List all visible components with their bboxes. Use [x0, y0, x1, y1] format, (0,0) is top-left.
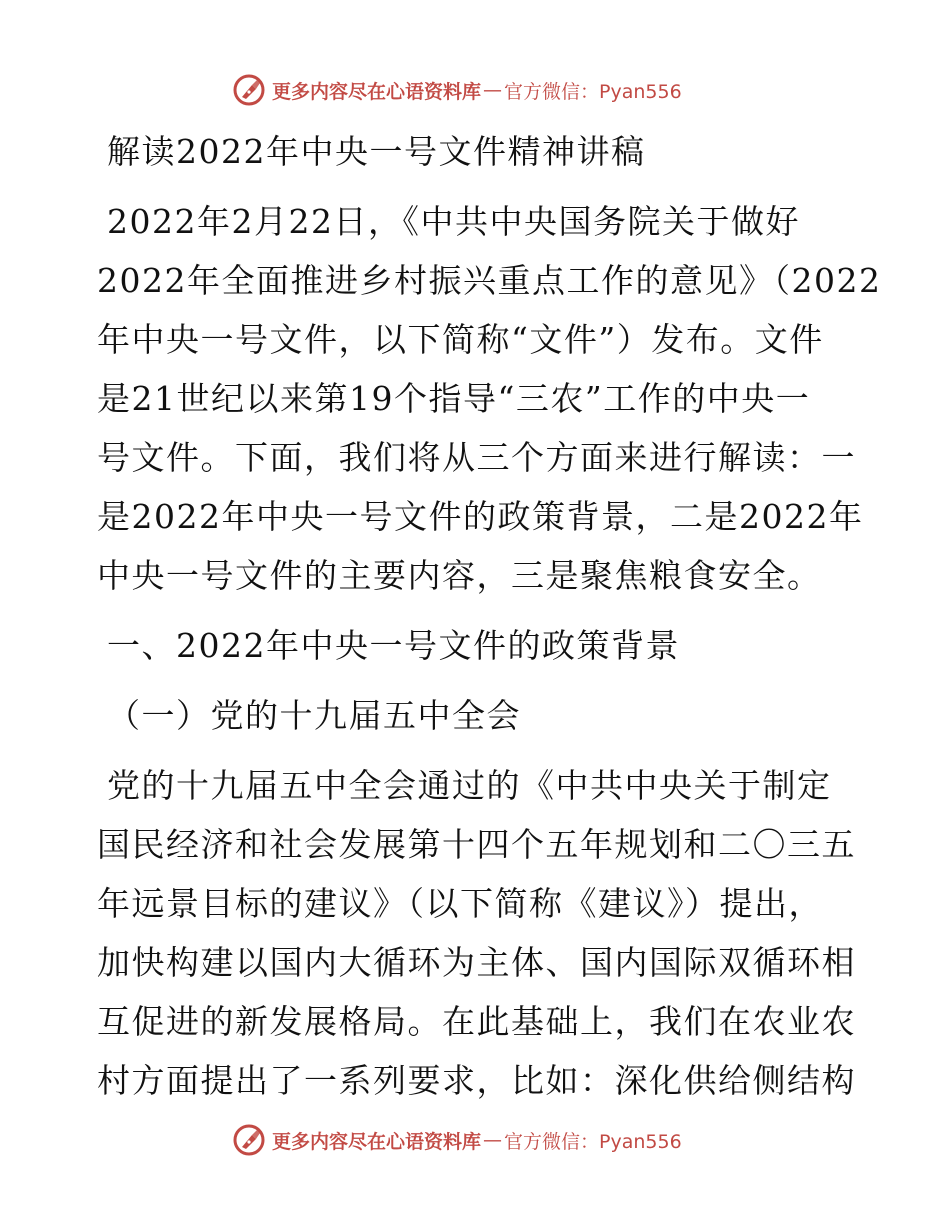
header-watermark: [232, 72, 682, 108]
watermark-contact: 官方微信：Pyan556: [504, 80, 682, 103]
paragraph-line: 号文件。下面，我们将从三个方面来进行解读：一: [97, 438, 856, 477]
paragraph-line: 互促进的新发展格局。在此基础上，我们在农业农: [97, 1002, 856, 1041]
pen-nib-logo-icon: [232, 1123, 266, 1157]
paragraph-line: 2022年全面推进乡村振兴重点工作的意见》（2022: [97, 261, 882, 300]
document-body: [97, 122, 882, 1110]
watermark-text: 更多内容尽在心语资料库: [272, 80, 482, 103]
watermark-separator: —: [483, 79, 503, 101]
watermark-text: 更多内容尽在心语资料库: [272, 1130, 482, 1153]
spacer: [97, 181, 862, 192]
paragraph-line: 2022年2月22日，《中共中央国务院关于做好: [107, 202, 800, 241]
spacer: [97, 675, 862, 686]
section-heading: 一、2022年中央一号文件的政策背景: [107, 626, 680, 665]
paragraph-line: 年远景目标的建议》（以下简称《建议》）提出，: [97, 884, 823, 923]
paragraph-line: 党的十九届五中全会通过的《中共中央关于制定: [107, 766, 832, 805]
footer-watermark: [232, 1122, 682, 1158]
watermark-separator: —: [483, 1129, 503, 1151]
paragraph-line: 是21世纪以来第19个指导“三农”工作的中央一: [97, 379, 811, 418]
paragraph-line: 年中央一号文件，以下简称“文件”）发布。文件: [97, 320, 824, 359]
paragraph-line: 中央一号文件的主要内容，三是聚焦粮食安全。: [97, 556, 822, 595]
subsection-heading: （一）党的十九届五中全会: [107, 696, 521, 735]
spacer: [97, 745, 862, 756]
paragraph-line: 加快构建以国内大循环为主体、国内国际双循环相: [97, 943, 856, 982]
paragraph-line: 国民经济和社会发展第十四个五年规划和二〇三五: [97, 825, 856, 864]
paragraph-line: 是2022年中央一号文件的政策背景，二是2022年: [97, 497, 864, 536]
document-title: 解读2022年中央一号文件精神讲稿: [107, 132, 646, 171]
paragraph-line: 村方面提出了一系列要求，比如：深化供给侧结构: [97, 1061, 856, 1100]
intro-paragraph: [97, 192, 882, 605]
watermark-contact: 官方微信：Pyan556: [504, 1130, 682, 1153]
pen-nib-logo-icon: [232, 73, 266, 107]
body-paragraph: [97, 756, 862, 1110]
spacer: [97, 605, 862, 616]
